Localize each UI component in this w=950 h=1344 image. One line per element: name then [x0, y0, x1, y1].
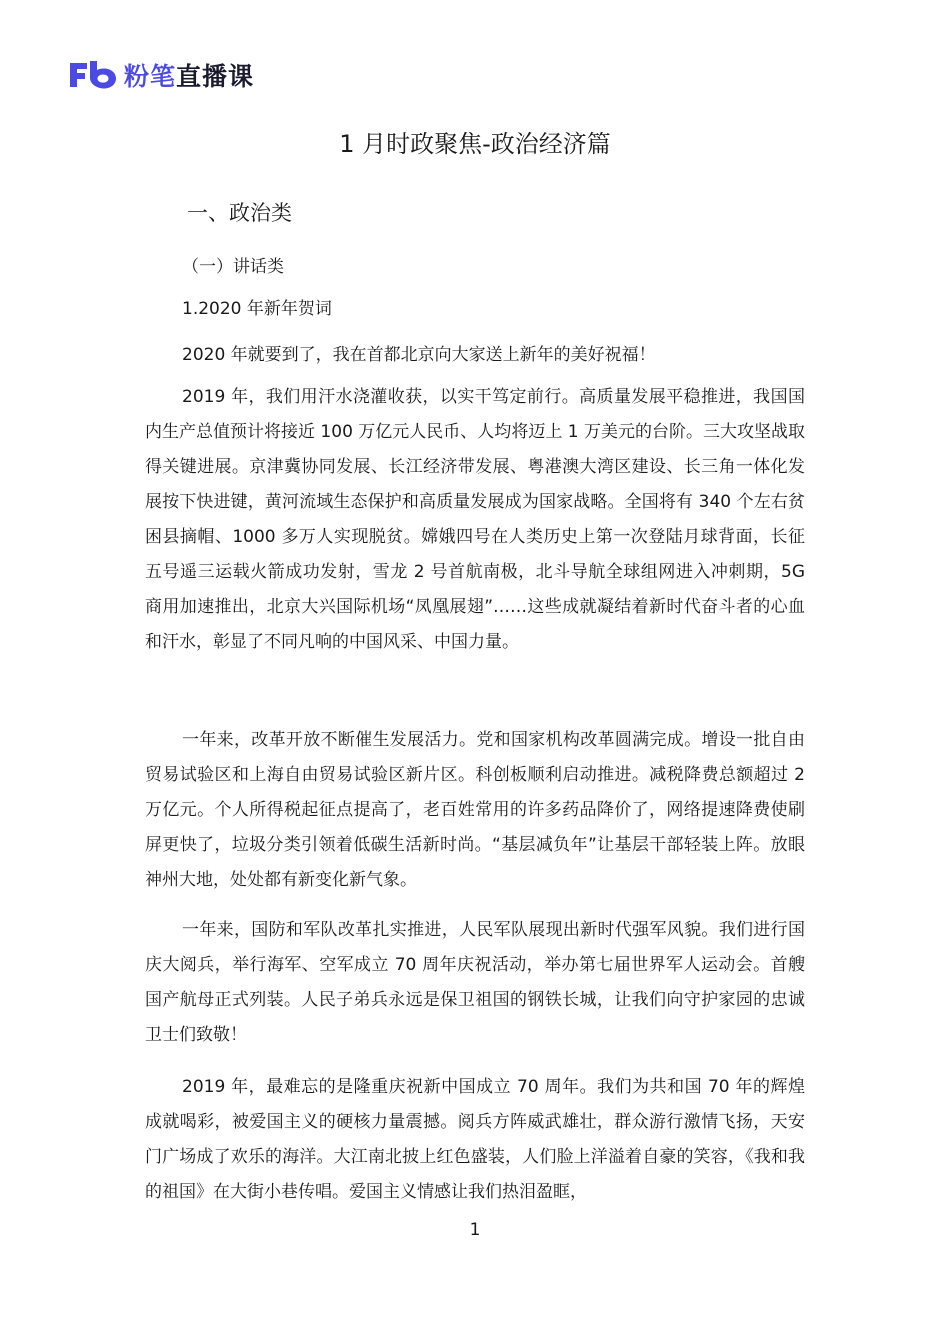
- item-heading: 1.2020 年新年贺词: [182, 299, 332, 319]
- paragraph: 2019 年，我们用汗水浇灌收获，以实干笃定前行。高质量发展平稳推进，我国国内生产总值预计将接近 100 万亿元人民币、人均将迈上 1 万美元的台阶。三大攻坚战取得关键进展。京津冀协同发展、长江经济带发展、粤港澳大湾区建设、长三角一体化发展按下快进键，黄河流域生态保护和高质量发展成为国家战略。全国将有 340 个左右贫困县摘帽、1000 多万人实现脱贫。嫦娥四号在人类历史上第一次登陆月球背面，长征五号遥三运载火箭成功发射，雪龙 2 号首航南极，北斗导航全球组网进入冲刺期，5G 商用加速推出，北京大兴国际机场“凤凰展翅”……这些成就凝结着新时代奋斗者的心血和汗水，彰显了不同凡响的中国风采、中国力量。: [145, 387, 805, 652]
- paragraph: 一年来，国防和军队改革扎实推进，人民军队展现出新时代强军风貌。我们进行国庆大阅兵，举行海军、空军成立 70 周年庆祝活动，举办第七届世界军人运动会。首艘国产航母正式列装。人民子弟兵永远是保卫祖国的钢铁长城，让我们向守护家园的忠诚卫士们致敬！: [145, 920, 805, 1045]
- brand-name-rest: 直播课: [176, 62, 255, 91]
- brand-logo: [68, 58, 254, 92]
- page-number: 1: [469, 1220, 481, 1240]
- brand-name-accent: 粉笔: [124, 62, 177, 91]
- document-title: 1 月时政聚焦-政治经济篇: [339, 130, 611, 158]
- paragraph: 2020 年就要到了，我在首都北京向大家送上新年的美好祝福！: [182, 345, 656, 365]
- section-heading: 一、政治类: [187, 201, 292, 225]
- paragraph: 一年来，改革开放不断催生发展活力。党和国家机构改革圆满完成。增设一批自由贸易试验区和上海自由贸易试验区新片区。科创板顺利启动推进。减税降费总额超过 2 万亿元。个人所得税起征点提高了，老百姓常用的许多药品降价了，网络提速降费使刷屏更快了，垃圾分类引领着低碳生活新时尚。“基层减负年”让基层干部轻装上阵。放眼神州大地，处处都有新变化新气象。: [145, 730, 805, 890]
- paragraph: 2019 年，最难忘的是隆重庆祝新中国成立 70 周年。我们为共和国 70 年的辉煌成就喝彩，被爱国主义的硬核力量震撼。阅兵方阵威武雄壮，群众游行激情飞扬，天安门广场成了欢乐的海洋。大江南北披上红色盛装，人们脸上洋溢着自豪的笑容，《我和我的祖国》在大街小巷传唱。爱国主义情感让我们热泪盈眶，: [145, 1077, 805, 1202]
- brand-name: [124, 57, 254, 93]
- fb-logo-icon: [68, 59, 118, 91]
- subsection-heading: （一）讲话类: [182, 257, 284, 277]
